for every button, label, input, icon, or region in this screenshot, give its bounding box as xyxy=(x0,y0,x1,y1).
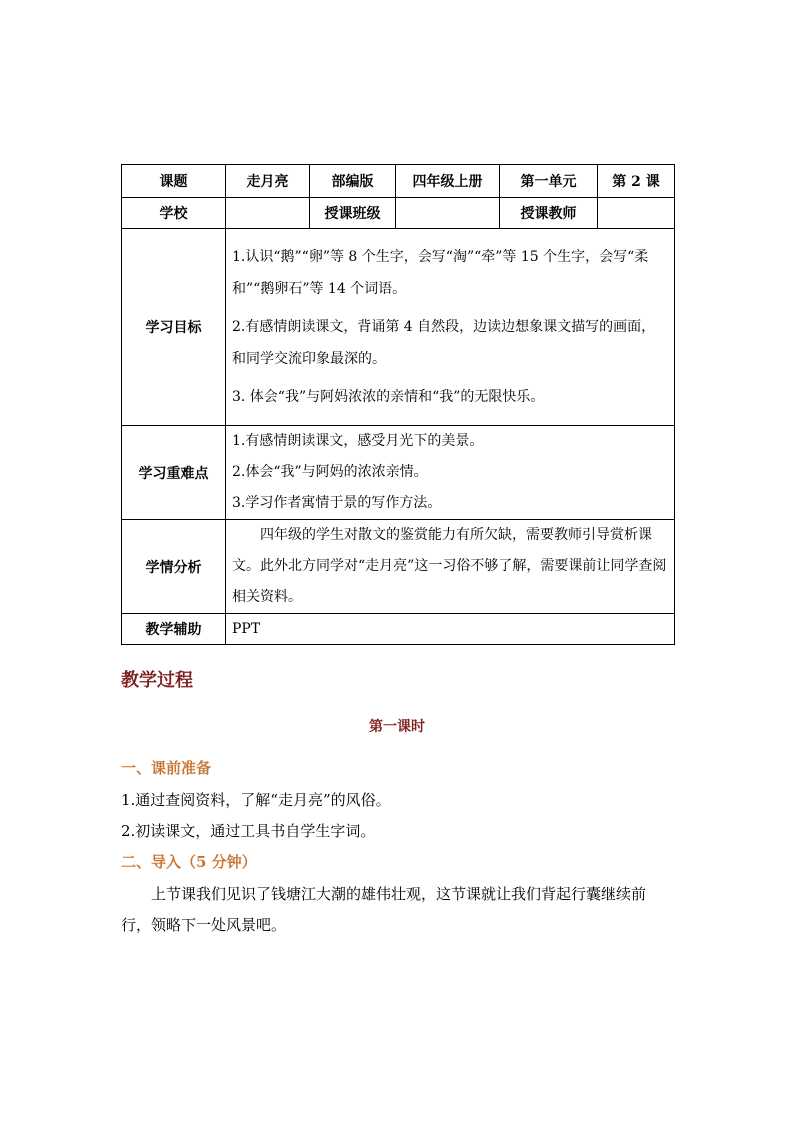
prep-item: 2.初读课文，通过工具书自学生字词。 xyxy=(121,822,376,840)
goal-item: 3. 体会“我”与阿妈浓浓的亲情和“我”的无限快乐。 xyxy=(232,389,545,405)
topic-label: 课题 xyxy=(122,165,226,198)
unit: 第一单元 xyxy=(500,165,598,198)
aids-value: PPT xyxy=(226,614,675,645)
table-row xyxy=(122,229,675,426)
school-label: 学校 xyxy=(122,198,226,229)
intro-paragraph: 上节课我们见识了钱塘江大潮的雄伟壮观，这节课就让我们背起行囊继续前行，领略下一处风景吧。 xyxy=(121,885,647,934)
prep-item: 1.通过查阅资料，了解“走月亮”的风俗。 xyxy=(121,791,391,809)
school-value xyxy=(226,198,310,229)
class-label: 授课班级 xyxy=(310,198,396,229)
table-row xyxy=(122,520,675,614)
analysis-text: 四年级的学生对散文的鉴赏能力有所欠缺，需要教师引导赏析课文。此外北方同学对“走月亮”这一习俗不够了解，需要课前让同学查阅相关资料。 xyxy=(232,527,667,605)
goal-item: 1.认识“鹅”“卵”等 8 个生字，会写“淘”“牵”等 15 个生字，会写“柔和”“鹅卵石”等 14 个词语。 xyxy=(232,249,649,297)
goals-label: 学习目标 xyxy=(122,229,226,426)
key-points-label: 学习重难点 xyxy=(122,426,226,520)
table-row xyxy=(122,426,675,520)
aids-label: 教学辅助 xyxy=(122,614,226,645)
class-value xyxy=(396,198,500,229)
analysis-label: 学情分析 xyxy=(122,520,226,614)
lesson-info-table xyxy=(121,164,675,645)
goal-item: 2.有感情朗读课文，背诵第 4 自然段，边读边想象课文描写的画面，和同学交流印象最深的。 xyxy=(232,319,656,367)
key-point-item: 2.体会“我”与阿妈的浓浓亲情。 xyxy=(232,464,428,480)
goals-cell xyxy=(226,229,675,426)
lesson-title: 走月亮 xyxy=(226,165,310,198)
key-point-item: 3.学习作者寓情于景的写作方法。 xyxy=(232,495,442,511)
table-row xyxy=(122,198,675,229)
grade-volume: 四年级上册 xyxy=(396,165,500,198)
table-row xyxy=(122,165,675,198)
edition: 部编版 xyxy=(310,165,396,198)
key-points-cell xyxy=(226,426,675,520)
process-title: 教学过程 xyxy=(121,670,193,691)
teacher-label: 授课教师 xyxy=(500,198,598,229)
lesson-number: 第 2 课 xyxy=(598,165,675,198)
table-row xyxy=(122,614,675,645)
period-heading: 第一课时 xyxy=(369,719,425,735)
teacher-value xyxy=(598,198,675,229)
intro-heading: 二、导入（5 分钟） xyxy=(121,853,257,871)
key-point-item: 1.有感情朗读课文，感受月光下的美景。 xyxy=(232,433,484,449)
analysis-cell xyxy=(226,520,675,614)
prep-heading: 一、课前准备 xyxy=(121,759,212,777)
